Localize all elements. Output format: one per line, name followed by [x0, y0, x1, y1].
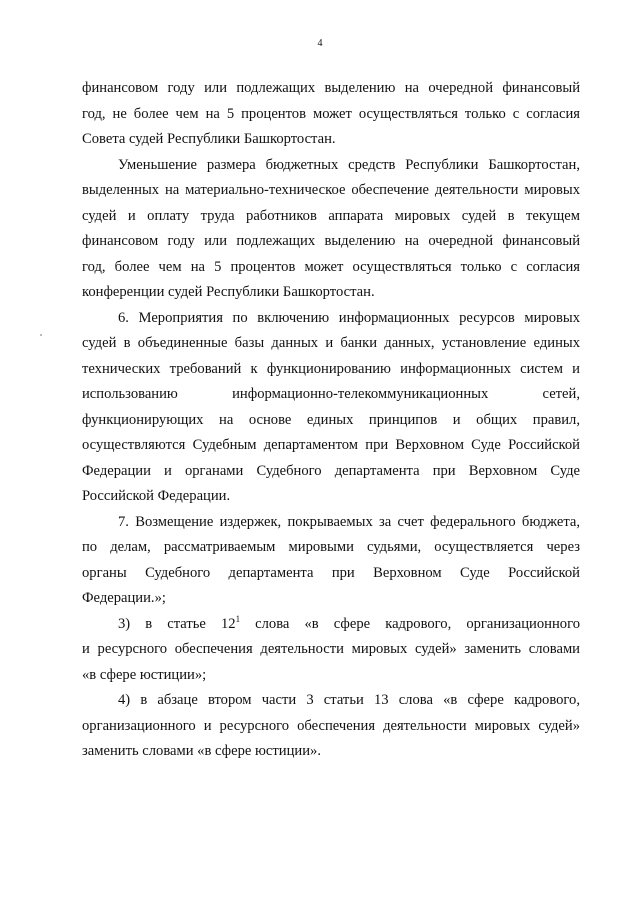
text-line: по делам, рассматриваемым мировыми судьями, осуществляется через [82, 539, 580, 555]
paragraph-item-3 [82, 612, 580, 689]
text-line: Федерации.»; [82, 590, 166, 606]
paragraph-reduction [82, 153, 580, 306]
text-line: и ресурсного обеспечения деятельности мировых судей» заменить словами [82, 641, 580, 657]
text-line: Федерации и органами Судебного департамента при Верховном Суде [82, 462, 580, 479]
text-line: выделенных на материально-техническое обеспечение деятельности мировых [82, 182, 580, 198]
margin-mark [40, 334, 42, 336]
text-fragment: 3) в статье 12 [118, 615, 236, 632]
text-line: органы Судебного департамента при Верховном Суде Российской [82, 564, 580, 581]
text-line: Уменьшение размера бюджетных средств Республики Башкортостан, [118, 156, 580, 173]
text-line: «в сфере юстиции»; [82, 666, 207, 683]
text-line: 4) в абзаце втором части 3 статьи 13 слова «в сфере кадрового, [118, 692, 580, 708]
paragraph-item-6 [82, 306, 580, 510]
text-line: заменить словами «в сфере юстиции». [82, 743, 321, 759]
text-line: Российской Федерации. [82, 488, 231, 504]
text-line: 6. Мероприятия по включению информационных ресурсов мировых [118, 309, 580, 326]
text-line: год, не более чем на 5 процентов может осуществляться только с согласия [82, 105, 580, 122]
text-line: осуществляются Судебным департаментом при Верховном Суде Российской [82, 437, 580, 453]
paragraph-item-7 [82, 510, 580, 612]
text-line: функционирующих на основе единых принципов и общих правил, [82, 411, 580, 428]
text-line: 7. Возмещение издержек, покрываемых за счет федерального бюджета, [118, 513, 580, 530]
text-line: Совета судей Республики Башкортостан. [82, 131, 336, 147]
text-line: организационного и ресурсного обеспечения деятельности мировых судей» [82, 717, 580, 734]
text-line: судей и оплату труда работников аппарата мировых судей в текущем [82, 207, 580, 224]
text-line: технических требований к функционированию информационных систем и [82, 360, 580, 377]
document-body [82, 76, 580, 765]
superscript: 1 [235, 613, 241, 624]
paragraph-item-4 [82, 688, 580, 765]
text-fragment: слова «в сфере кадрового, организационного [240, 615, 580, 632]
text-line: судей в объединенные базы данных и банки данных, установление единых [82, 335, 580, 351]
text-line: финансовом году или подлежащих выделению на очередной финансовый [82, 80, 580, 96]
text-line: использованию информационно-телекоммуникационных сетей, [82, 386, 580, 402]
text-line [82, 612, 580, 638]
page-number: 4 [317, 38, 323, 49]
text-line: конференции судей Республики Башкортостан. [82, 284, 375, 300]
paragraph-continuation [82, 76, 580, 153]
text-line: год, более чем на 5 процентов может осуществляться только с согласия [82, 258, 580, 275]
text-line: финансовом году или подлежащих выделению на очередной финансовый [82, 233, 580, 249]
